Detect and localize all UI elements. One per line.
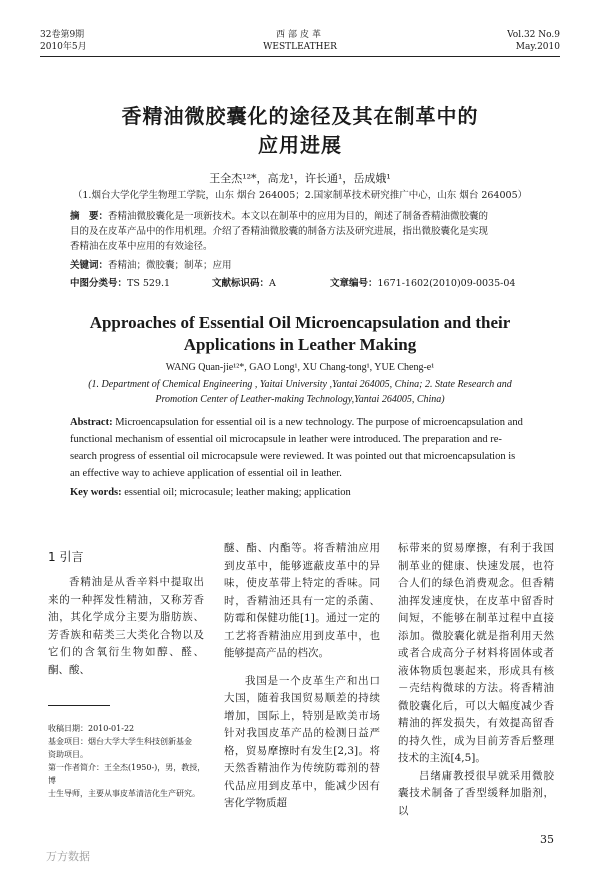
article-no-label: 文章编号： bbox=[330, 278, 378, 289]
keywords-en-label: Key words: bbox=[70, 487, 122, 498]
paragraph: 香精油是从香辛料中提取出来的一种挥发性精油，又称芳香油，其化学成分主要为脂肪族、芳香族和萜类三大类化合物以及它们的含氧衍生物如醇、醛、酮、酸、 bbox=[48, 576, 204, 676]
keywords-cn-label: 关键词： bbox=[70, 260, 109, 271]
paragraph: 吕绪庸教授很早就采用微胶囊技术制备了香型缓释加脂剂，以 bbox=[398, 769, 554, 817]
page-number: 35 bbox=[540, 833, 554, 846]
abstract-en-line: an effective way to achieve application of essential oil in leather. bbox=[70, 468, 342, 479]
title-en-line1: Approaches of Essential Oil Microencapsulation and their bbox=[89, 313, 511, 332]
fund-line: 基金项目：烟台大学大学生科技创新基金 bbox=[48, 737, 192, 746]
abstract-en-line: search progress of essential oil microcapsule were reviewed. It was pointed out that microencapsulation is bbox=[70, 451, 516, 462]
column-2 bbox=[224, 540, 380, 813]
header-date: 2010年5月 bbox=[40, 42, 87, 52]
header-rule bbox=[40, 56, 560, 57]
column-3 bbox=[398, 540, 554, 820]
clc-label: 中图分类号： bbox=[70, 278, 128, 289]
abstract-cn-line: 目的及在皮革产品中的作用机理。介绍了香精油微胶囊的制备方法及研究进展，指出微胶囊化是实现 bbox=[70, 226, 489, 237]
clc-value: TS 529.1 bbox=[127, 278, 171, 289]
paragraph: 标带来的贸易摩擦，有利于我国制革业的健康、快速发展，也符合人们的绿色消费观念。但香精油挥发速度快，在皮革中留香时间短，不能够在制革过程中直接添加。微胶囊化就是指利用天然或者合成高分子材料将固体或者液体物质包裹起来，形成具有核－壳结构微球的方法。将香精油微胶囊化后，可以大幅度减少香精油的挥发损失，有效提高留香的持久性，成为目前芳香后整理技术的主流[4,5]。 bbox=[398, 542, 554, 764]
keywords-cn bbox=[70, 258, 232, 273]
abstract-en-line: Microencapsulation for essential oil is a new technology. The purpose of microencapsulation and bbox=[115, 417, 523, 428]
abstract-cn-line: 香精油微胶囊化是一项新技术。本文以在制革中的应用为目的，阐述了制备香精油微胶囊的 bbox=[108, 211, 489, 222]
header-volume: Vol.32 No.9 bbox=[507, 30, 560, 40]
header-month: May.2010 bbox=[515, 42, 560, 52]
abstract-en bbox=[70, 414, 542, 482]
received-date: 收稿日期：2010-01-22 bbox=[48, 724, 135, 733]
article-no-value: 1671-1602(2010)09-0035-04 bbox=[377, 278, 516, 289]
authors-en: WANG Quan-jie¹²*, GAO Long¹, XU Chang-tong¹, YUE Cheng-e¹ bbox=[165, 362, 435, 373]
author-bio: 士生导师，主要从事皮革清洁化生产研究。 bbox=[48, 789, 200, 798]
footnote-rule bbox=[48, 705, 110, 706]
classification-row bbox=[70, 276, 540, 291]
doc-code-label: 文献标识码： bbox=[212, 278, 270, 289]
affiliation-en-line1: (1. Department of Chemical Engineering , Yaitai University ,Yantai 264005, China; 2. State Research and bbox=[88, 379, 512, 390]
journal-name-cn: 西部皮革 bbox=[275, 30, 324, 40]
section-heading: 1 引言 bbox=[48, 550, 84, 564]
abstract-cn-label: 摘 要： bbox=[70, 211, 109, 222]
title-cn-line1: 香精油微胶囊化的途径及其在制革中的 bbox=[121, 104, 479, 128]
authors-cn: 王全杰¹²*，高龙¹，许长通¹，岳成娥¹ bbox=[209, 172, 391, 185]
affiliation-en-line2: Promotion Center of Leather-making Technology,Yantai 264005, China) bbox=[155, 394, 445, 405]
affiliation-cn: （1.烟台大学化学生物理工学院，山东 烟台 264005；2.国家制革技术研究推广中心，山东 烟台 264005） bbox=[72, 190, 528, 201]
abstract-cn bbox=[70, 209, 540, 254]
title-cn-line2: 应用进展 bbox=[258, 133, 342, 157]
doc-code-value: A bbox=[269, 278, 276, 289]
abstract-cn-line: 香精油在皮革中应用的有效途径。 bbox=[70, 241, 213, 252]
paragraph: 醚、酯、内酯等。将香精油应用到皮革中，能够遮蔽皮革中的异味，使皮革带上特定的香味。同时，香精油还具有一定的杀菌、防霉和保健功能[1]。通过一定的工艺将香精油应用到皮革中，也能够提高产品的档次。 bbox=[224, 542, 380, 659]
fund-line: 资助项目。 bbox=[48, 750, 88, 759]
abstract-en-label: Abstract: bbox=[70, 417, 113, 428]
keywords-en-text: essential oil; microcasule; leather making; application bbox=[124, 487, 351, 498]
keywords-en bbox=[70, 484, 351, 501]
footnote bbox=[48, 722, 208, 800]
header-issue: 32卷第9期 bbox=[40, 30, 85, 40]
title-en-line2: Applications in Leather Making bbox=[183, 335, 417, 354]
author-bio: 第一作者简介：王全杰(1950-)，男，教授，博 bbox=[48, 763, 206, 785]
keywords-cn-text: 香精油；微胶囊；制革；应用 bbox=[108, 260, 232, 271]
column-1 bbox=[48, 574, 204, 679]
journal-name-en: WESTLEATHER bbox=[263, 42, 337, 52]
paragraph: 我国是一个皮革生产和出口大国，随着我国贸易顺差的持续增加，国际上，特别是欧美市场针对我国皮革产品的检测日益严格，贸易摩擦时有发生[2,3]。将天然香精油作为传统防霉剂的替代品应用到皮革中，能减少因有害化学物质超 bbox=[224, 674, 380, 809]
abstract-en-line: functional mechanism of essential oil microcapsule in leather were introduced. The preparation and re- bbox=[70, 434, 502, 445]
watermark: 万方数据 bbox=[46, 850, 90, 863]
